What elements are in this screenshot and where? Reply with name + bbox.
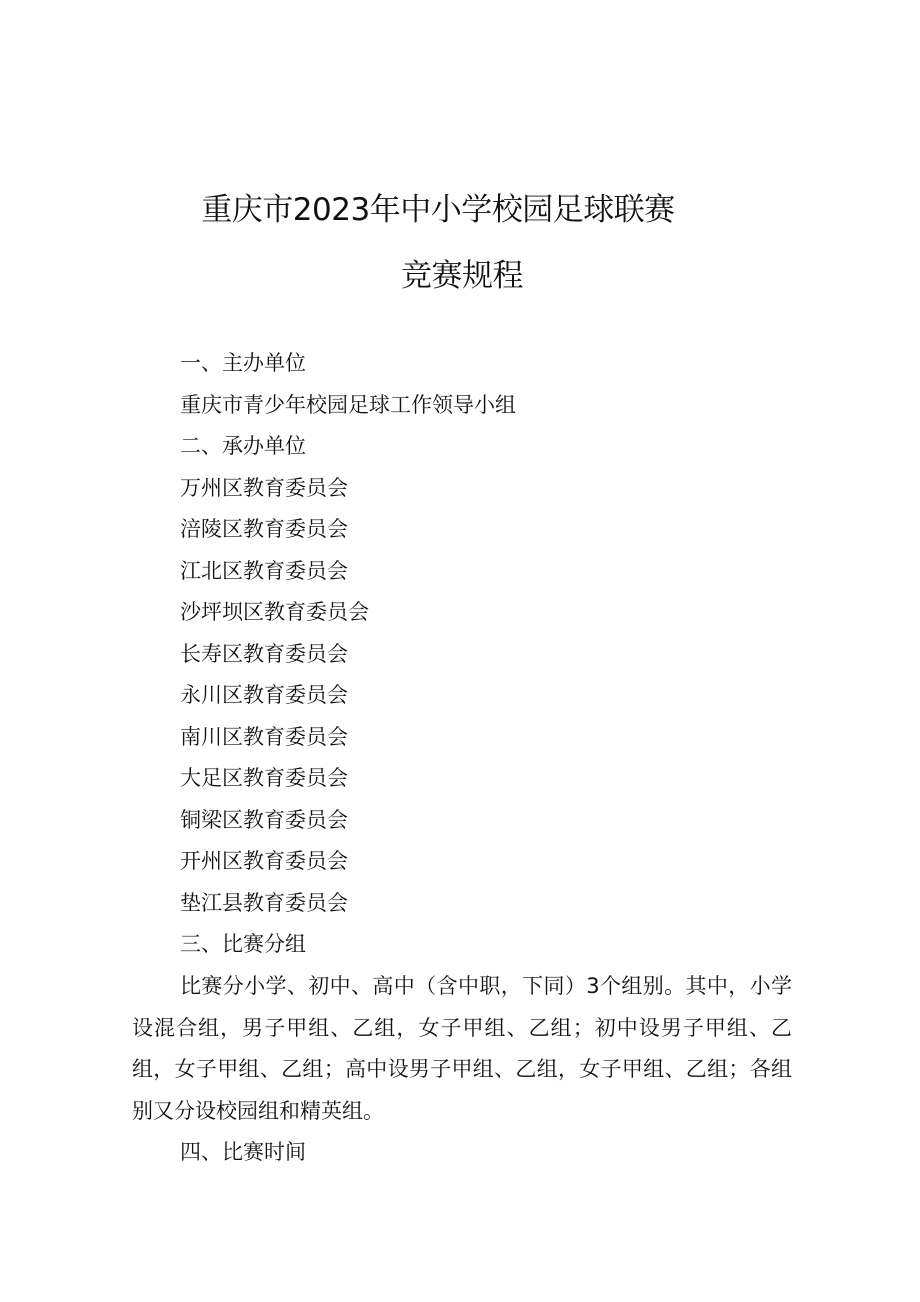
groups-paragraph: 比赛分小学、初中、高中（含中职，下同）3个组别。其中，小学设混合组，男子甲组、乙组，女子甲组、乙组；初中设男子甲组、乙组，女子甲组、乙组；高中设男子甲组、乙组，女子甲组、乙组；各组别又分设校园组和精英组。 (132, 974, 792, 1123)
host-list-item: 南川区教育委员会 (180, 725, 348, 749)
host-list-item: 大足区教育委员会 (180, 766, 348, 790)
host-list-item: 沙坪坝区教育委员会 (180, 600, 369, 624)
host-list-item: 垫江县教育委员会 (180, 891, 348, 915)
host-list-item: 铜梁区教育委员会 (180, 808, 348, 832)
section-heading-time: 四、比赛时间 (180, 1140, 306, 1164)
host-list-item: 万州区教育委员会 (180, 476, 348, 500)
host-list-item: 长寿区教育委员会 (180, 642, 348, 666)
host-list-item: 开州区教育委员会 (180, 849, 348, 873)
host-list-item: 永川区教育委员会 (180, 683, 348, 707)
host-list-item: 江北区教育委员会 (180, 559, 348, 583)
organizer-name: 重庆市青少年校园足球工作领导小组 (180, 393, 516, 417)
section-heading-host: 二、承办单位 (180, 434, 306, 458)
section-heading-organizer: 一、主办单位 (180, 351, 306, 375)
section-heading-groups: 三、比赛分组 (180, 932, 306, 956)
host-list-item: 涪陵区教育委员会 (180, 517, 348, 541)
document-subtitle: 竞赛规程 (401, 258, 523, 294)
document-title: 重庆市2023年中小学校园足球联赛 (201, 192, 675, 228)
